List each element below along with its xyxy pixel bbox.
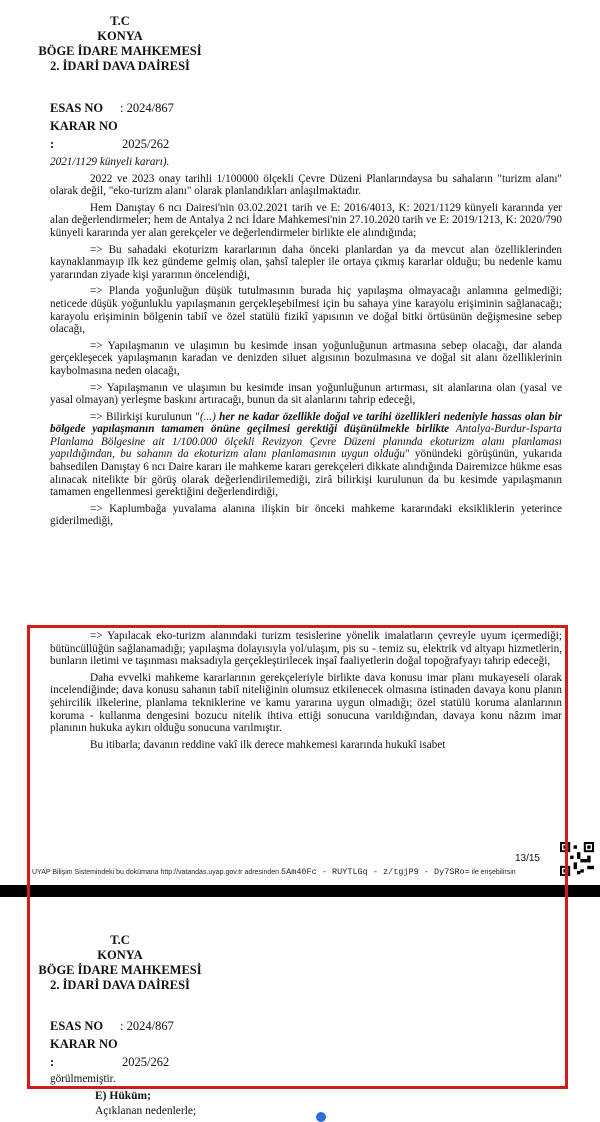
header-line-court: BÖGE İDARE MAHKEMESİ [38,963,202,977]
paragraph: => Kaplumbağa yuvalama alanına ilişkin bir önceki mahkeme kararındaki eksikliklerin yeterince giderilmediği, [50,502,562,528]
header-line-city: KONYA [97,948,143,962]
decision-body [50,156,562,532]
karar-value: 2025/262 [122,137,170,151]
karar-value: 2025/262 [122,1055,170,1069]
highlight-box [27,625,568,1089]
karar-label: KARAR NO : [50,119,118,151]
court-header [0,14,240,74]
paragraph: Daha evvelki mahkeme kararlarının gerekçeleriyle birlikte dava konusu imar planı mukayeseli olarak incelendiğinde; dava konusu sahanın tabiî niteliğinin olumsuz etkilenecek olmasına istinaden davaya konu planın şehircilik ilkelerine, planlama tekniklerine ve kamu yararına uygun olmadığı; özel statülü koruma alanlarının koruma - kullanma dengesini bozucu nitelik ihtiva ettiği sonucuna varıldığından, davaya konu nâzım imar planının hukuka aykırı olduğu sonucuna varılmıştır. [50,671,562,735]
esas-value: : 2024/867 [120,101,174,115]
continuation-line: 2021/1129 künyeli kararı). [50,156,170,168]
esas-label: ESAS NO [50,1019,104,1033]
paragraph: 2022 ve 2023 onay tarihli 1/100000 ölçekli Çevre Düzeni Planlarındaysa bu sahaların "turizm alanı" olarak değil, "eko-turizm alanı" olarak planlandıkları anlaşılmaktadır. [50,172,562,198]
header-line-city: KONYA [97,29,143,43]
paragraph: => Yapılaşmanın ve ulaşımın bu kesimde insan yoğunluğunun artırması, sit alanlarına olan (yasal ve yasal olmayan) yerleşme baskını artıracağı, bunun da sit alanlarını tahrip edeceği, [50,381,562,407]
paragraph: Bu itibarla; davanın reddine vakî ilk derece mahkemesi kararında hukukî isabet [90,738,446,751]
header-line-court: BÖGE İDARE MAHKEMESİ [38,44,202,58]
scroll-dot-icon [316,1112,326,1122]
header-line-tc: T.C [110,933,130,947]
aciklanan-line: Açıklanan nedenlerle; [95,1105,197,1117]
header-line-tc: T.C [110,14,130,28]
karar-label: KARAR NO : [50,1037,118,1069]
esas-label: ESAS NO [50,101,104,115]
hukum-heading: E) Hüküm; [95,1090,151,1102]
paragraph: => Yapılaşmanın ve ulaşımın bu kesimde insan yoğunluğunun artmasına sebep olacağı, dar alanda gerçekleşecek yapılaşmanın karadan ve denizden siluet algısının bozulmasına ve doğal sit alanı özelliklerinin kaybolmasına neden olacağı, [50,339,562,377]
header-line-chamber: 2. İDARİ DAVA DAİRESİ [50,978,190,992]
header-line-chamber: 2. İDARİ DAVA DAİRESİ [50,59,190,73]
paragraph: => Planda yoğunluğun düşük tutulmasının burada hiç yapılaşma olmayacağı anlamına gelmediği; neticede düşük yoğunluklu yapılaşmanın gerçekleşebilmesi için bu sahaya yine karayolu erişiminin sağlanacağı; karayolu erişiminin bölgenin tabiî ve özel statülü fizikî yapısının ve doğal bitki örtüsünün değişmesine sebep olacağı, [50,285,562,336]
footer-tail: ile erişebilirsin [471,869,516,876]
case-numbers [50,99,174,153]
bilirkisi-paragraph: => Bilirkişi kurulunun "(...) her ne kadar özellikle doğal ve tarihi özellikleri nedeniyle hassas olan bir bölgede yapılaşmanın tamamen önüne geçilmesi gerektiği düşünülmekle birlikte Antalya-Burdur-Isparta Planlama Bölgesine ait 1/100.000 ölçekli Revizyon Çevre Düzeni planında ekoturizm alanı planlaması yapıldığından, bu sahanın da ekoturizm alanı planlamasının uygun olduğu" yönündeki görüşünün, yukarıda bahsedilen Danıştay 6 ncı Daire kararı ile mahkeme kararı gerekçeleri dikkate alındığında Dairemizce hükme esas alınacak nitelikte bir görüş olarak değerlendirilemediği, zirâ bilirkişi kurulunun da bu kesimde yapılaşmanın tamamen engellenmesi gerektiğini değerlendirdiği, [50,410,562,499]
footer-verification-code: 5Am40Fc - RUYTLGq - z/tgjP9 - Dy7SRo= [281,867,470,877]
esas-value: : 2024/867 [120,1019,174,1033]
paragraph: Hem Danıştay 6 ncı Dairesi'nin 03.02.2021 tarih ve E: 2016/4013, K: 2021/1129 künyeli kararında yer alan değerlendirmeler; hem de Antalya 2 nci İdare Mahkemesi'nin 27.10.2020 tarih ve E: 2019/1213, K: 2020/790 künyeli kararında yer alan gerekçeler ve değerlendirmeler birlikte ele alındığında; [50,201,562,239]
page-number: 13/15 [514,853,540,864]
paragraph: => Bu sahadaki ekoturizm kararlarının daha önceki planlardan ya da mevcut alan özelliklerinden kaynaklanmayıp ilk kez gündeme gelmiş olan, şahsî talepler ile ortaya çıkmış kararlar olduğu; bu nedenle kamu yararından ziyade kişi yararının öncelendiği, [50,243,562,281]
paragraph: => Yapılacak eko-turizm alanındaki turizm tesislerine yönelik imalatların çevreyle uyum içermediği; bütüncüllüğün sağlanamadığı; yapılaşma dolayısıyla yol/ulaşım, pis su - temiz su, elektrik vd altyapı hizmetlerin, bunların iletimi ve taşınması maksadıyla gerçekleştirilecek inşaî faaliyetlerin doğal topoğrafyayı tahrip edeceği, [50,630,562,668]
continuation-line: görülmemiştir. [50,1073,116,1085]
footer-text: UYAP Bilişim Sistemindeki bu dokümana http://vatandas.uyap.gov.tr adresinden [32,869,280,876]
